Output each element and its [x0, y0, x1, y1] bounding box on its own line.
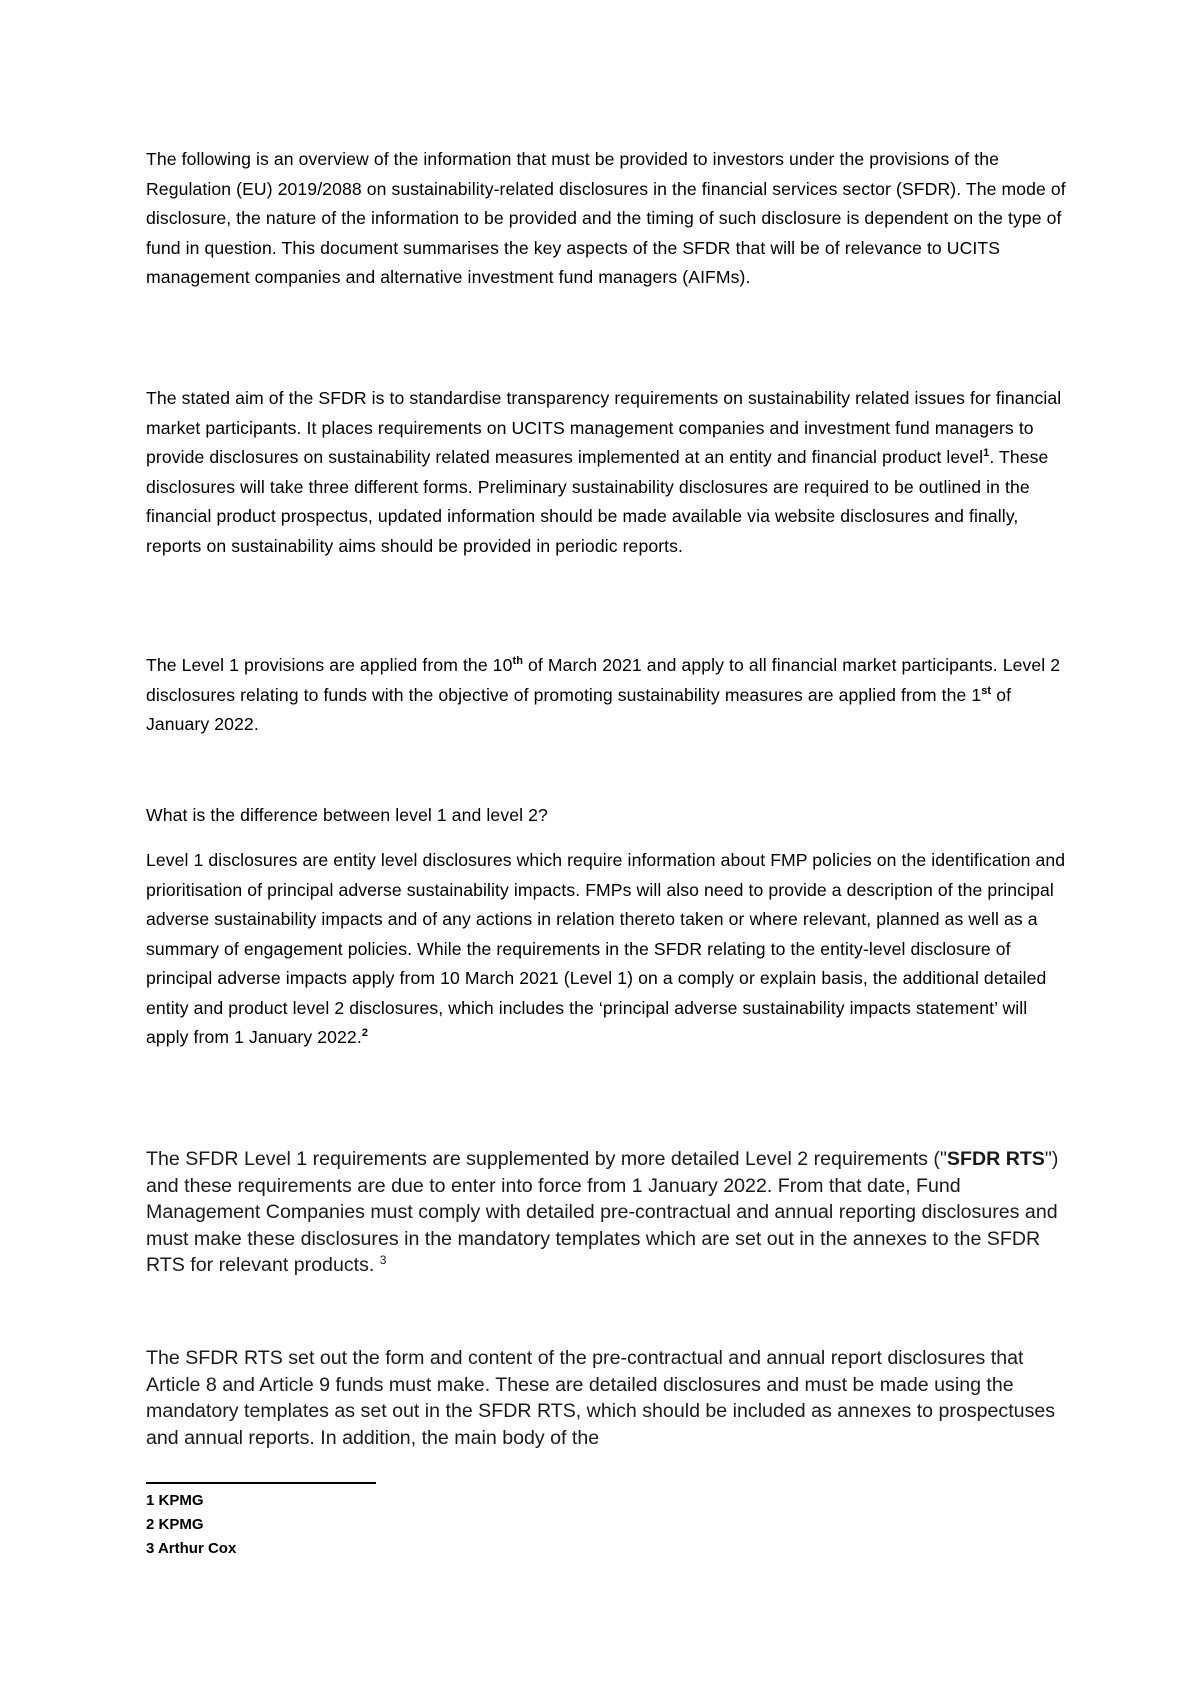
paragraph-text: ") and these requirements are due to enter into force from 1 January 2022. From that date, Fund Management Companies must comply with detailed pre-contractual and annual reporting disclosures and must make these disclosures in the mandatory templates which are set out in the annexes to the SFDR RTS for relevant products. [146, 1148, 1059, 1276]
paragraph-text: The following is an overview of the information that must be provided to investors under the provisions of the Regulation (EU) 2019/2088 on sustainability-related disclosures in the financial services sector (SFDR). The mode of disclosure, the nature of the information to be provided and the timing of such disclosure is dependent on the type of fund in question. This document summarises the key aspects of the SFDR that will be of relevance to UCITS management companies and alternative investment fund managers (AIFMs). [146, 149, 1066, 287]
paragraph-level-difference [146, 846, 1068, 1053]
paragraph-text: The Level 1 provisions are applied from the 10 [146, 655, 513, 675]
footnote-ref-1[interactable]: 1 [983, 447, 990, 459]
paragraph-rts-form-content [146, 1345, 1068, 1451]
paragraph-text: of January 2022. [146, 684, 1012, 734]
paragraph-overview [146, 145, 1068, 293]
footnote-ref-2[interactable]: 2 [361, 1027, 369, 1039]
paragraph-text: . These disclosures will take three different forms. Preliminary sustainability disclosures are required to be outlined in the financial product prospectus, updated information should be made available via website disclosures and finally, reports on sustainability aims should be provided in periodic reports. [146, 447, 1049, 556]
paragraph-stated-aim [146, 384, 1068, 561]
paragraph-text: The SFDR Level 1 requirements are supplemented by more detailed Level 2 requirements (" [146, 1148, 947, 1170]
paragraph-sfdr-rts [146, 1146, 1068, 1279]
section-heading: What is the difference between level 1 and level 2? [146, 805, 548, 825]
paragraph-text: The SFDR RTS set out the form and content of the pre-contractual and annual report disclosures that Article 8 and Article 9 funds must make. These are detailed disclosures and must be made using the mandatory templates as set out in the SFDR RTS, which should be included as annexes to prospectuses and annual reports. In addition, the main body of the [146, 1347, 1056, 1449]
paragraph-text: The stated aim of the SFDR is to standardise transparency requirements on sustainability related issues for financial market participants. It places requirements on UCITS management companies and investment fund managers to provide disclosures on sustainability related measures implemented at an entity and financial product level [146, 388, 1062, 467]
paragraph-text: Level 1 disclosures are entity level disclosures which require information about FMP policies on the identification and prioritisation of principal adverse sustainability impacts. FMPs will also need to provide a description of the principal adverse sustainability impacts and of any actions in relation thereto taken or where relevant, planned as well as a summary of engagement policies. While the requirements in the SFDR relating to the entity-level disclosure of principal adverse impacts apply from 10 March 2021 (Level 1) on a comply or explain basis, the additional detailed entity and product level 2 disclosures, which includes the ‘principal adverse sustainability impacts statement’ will apply from 1 January 2022. [146, 850, 1066, 1047]
footnote-3: 3 Arthur Cox [146, 1540, 237, 1557]
footnote-2: 2 KPMG [146, 1516, 204, 1533]
footnote-separator [146, 1482, 376, 1484]
paragraph-level-provisions [146, 651, 1068, 740]
footnote-ref-3[interactable]: 3 [379, 1253, 387, 1267]
footnote-1: 1 KPMG [146, 1492, 204, 1509]
bold-term: SFDR RTS [946, 1148, 1045, 1170]
paragraph-text: of March 2021 and apply to all financial market participants. Level 2 disclosures relating to funds with the objective of promoting sustainability measures are applied from the 1 [146, 655, 1061, 705]
ordinal-superscript: th [512, 655, 524, 667]
ordinal-superscript: st [981, 684, 992, 697]
footnotes [146, 1489, 236, 1561]
